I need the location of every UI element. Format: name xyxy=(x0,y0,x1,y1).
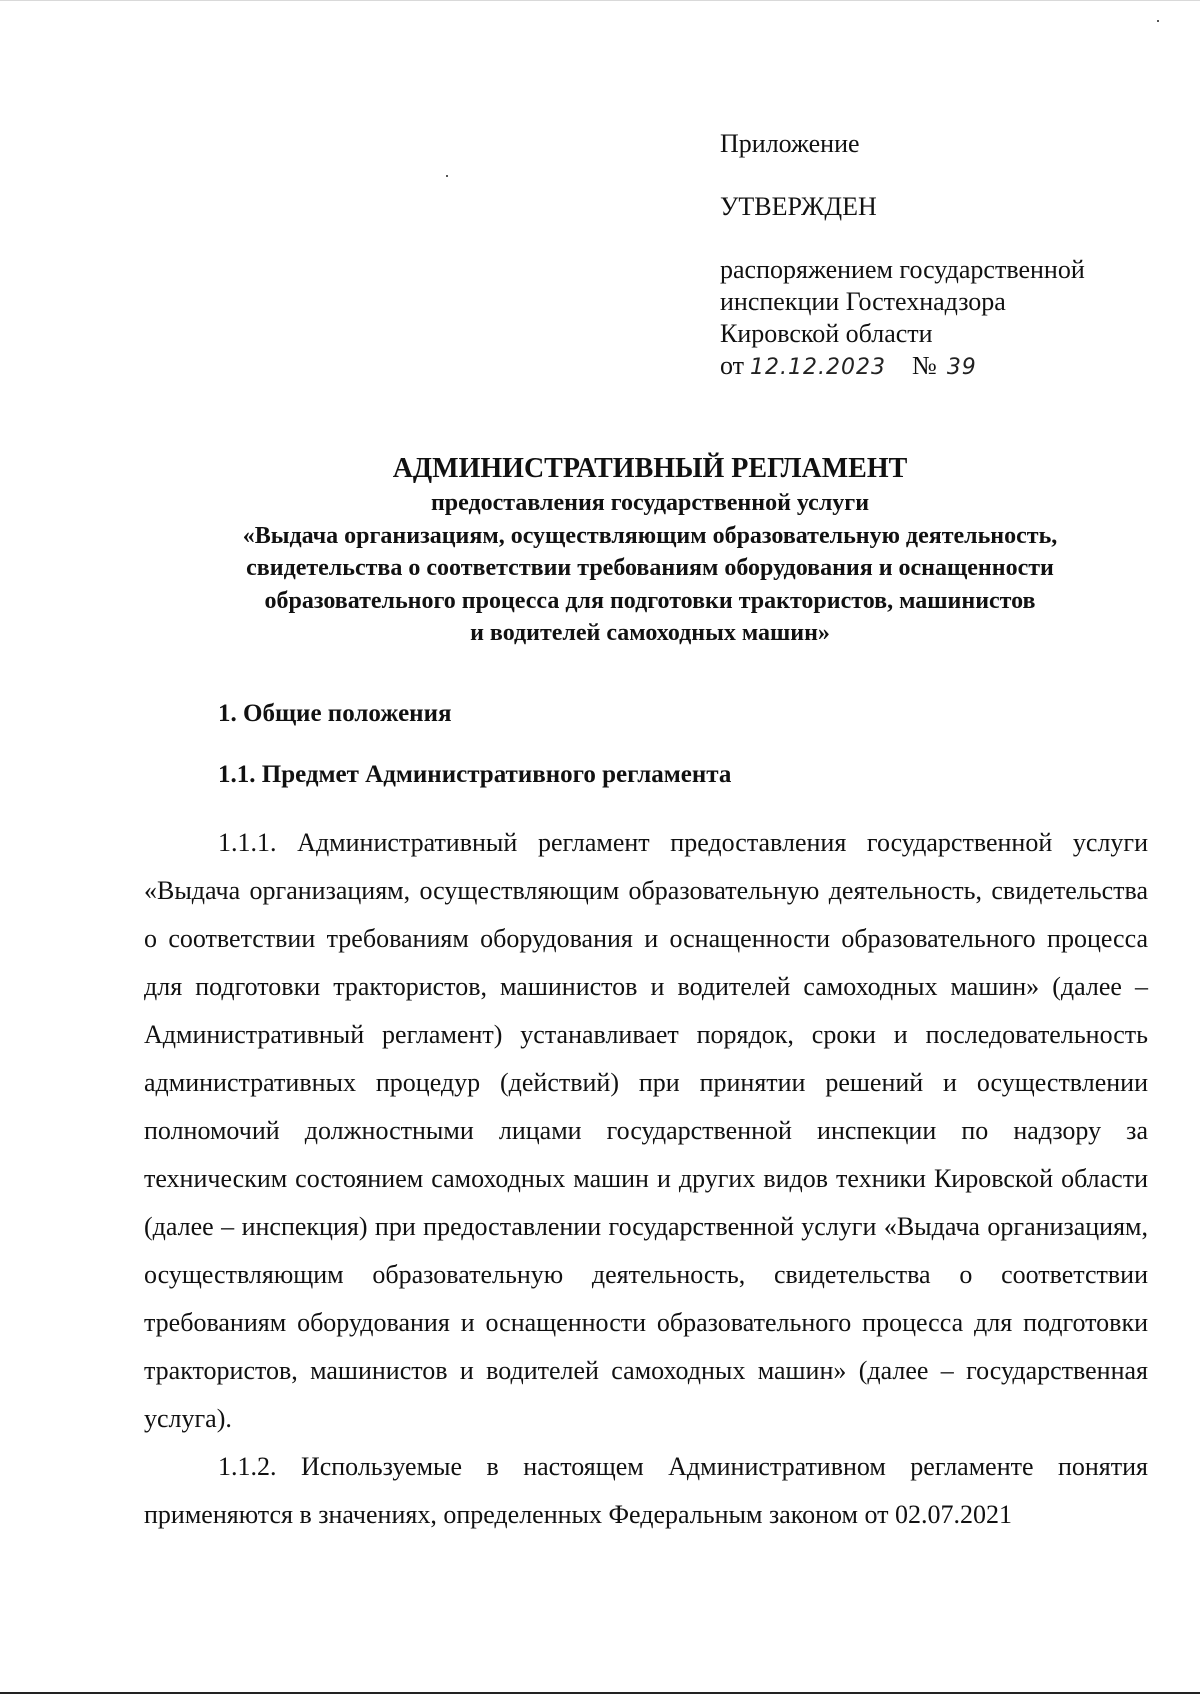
title-line: образовательного процесса для подготовки трактористов, машинистов xyxy=(264,587,1036,614)
title-line: «Выдача организациям, осуществляющим образовательную деятельность, xyxy=(242,522,1058,549)
appendix-label: Приложение xyxy=(720,129,860,158)
section-heading-1-1: 1.1. Предмет Административного регламента xyxy=(218,761,732,788)
title-line: предоставления государственной услуги xyxy=(430,490,870,516)
regulation-title xyxy=(100,451,1200,650)
section-heading-1: 1. Общие положения xyxy=(218,700,452,727)
paragraph-1-1-2: 1.1.2. Используемые в настоящем Административном регламенте понятия применяются в значениях, определенных Федеральным законом от 02.07.2021 xyxy=(144,1452,1148,1529)
handwritten-date: 12.12.2023 xyxy=(750,355,886,380)
paragraph-1-1-1: 1.1.1. Административный регламент предоставления государственной услуги «Выдача организациям, осуществляющим образовательную деятельность, свидетельства о соответствии требованиям оборудования и оснащенности образовательного процесса для подготовки трактористов, машинистов и водителей самоходных машин» (далее – Административный регламент) устанавливает порядок, сроки и последовательность административных процедур (действий) при принятии решений и осуществлении полномочий должностными лицами государственной инспекции по надзору за техническим состоянием самоходных машин и других видов техники Кировской области (далее – инспекция) при предоставлении государственной услуги «Выдача организациям, осуществляющим образовательную деятельность, свидетельства о соответствии требованиям оборудования и оснащенности образовательного процесса для подготовки трактористов, машинистов и водителей самоходных машин» (далее – государственная услуга). xyxy=(144,828,1148,1433)
handwritten-number: 39 xyxy=(946,355,977,380)
issuer-line: инспекции Гостехнадзора xyxy=(720,287,1006,316)
issuer-line: распоряжением государственной xyxy=(720,255,1085,284)
body-text xyxy=(144,819,1148,1539)
from-label: от xyxy=(720,351,745,380)
scan-speck xyxy=(446,175,448,177)
date-number-line xyxy=(720,350,1180,384)
issuer-line: Кировской области xyxy=(720,319,933,348)
approval-block xyxy=(720,128,1180,384)
approved-label: УТВЕРЖДЕН xyxy=(720,192,877,221)
scan-edge-top xyxy=(0,0,1200,1)
title-main: АДМИНИСТРАТИВНЫЙ РЕГЛАМЕНТ xyxy=(392,453,908,484)
number-label: № xyxy=(912,351,937,380)
title-line: свидетельства о соответствии требованиям оборудования и оснащенности xyxy=(246,555,1054,581)
scan-edge-bottom xyxy=(0,1692,1200,1694)
title-line: и водителей самоходных машин» xyxy=(470,620,830,646)
scan-speck xyxy=(1157,20,1159,22)
